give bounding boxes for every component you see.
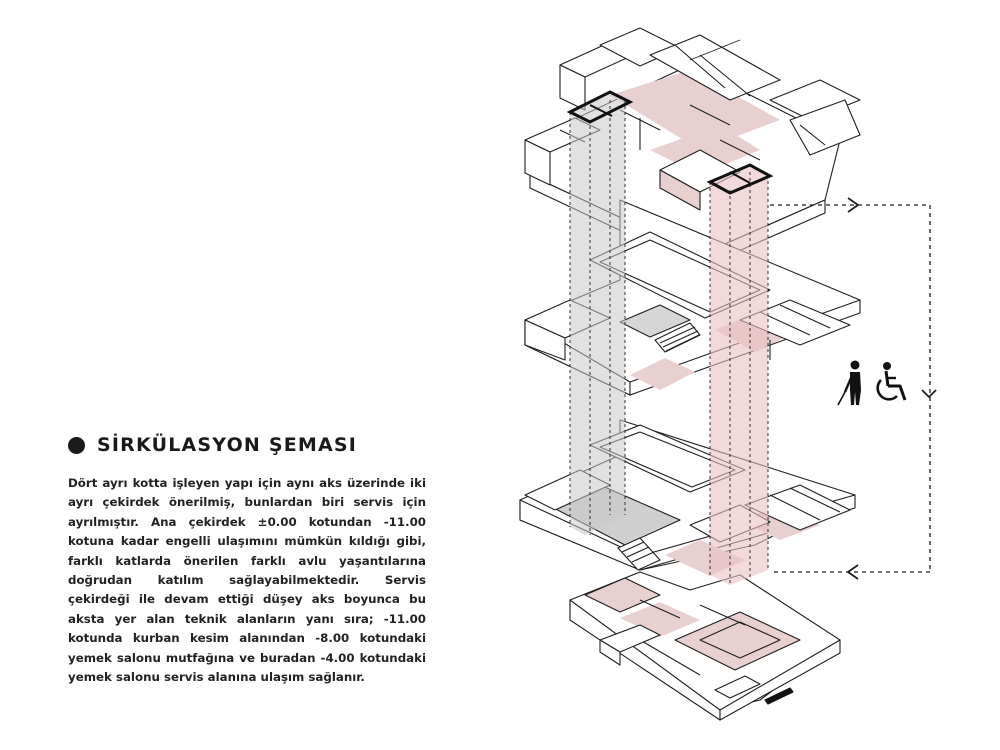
section-heading: [68, 434, 357, 456]
section-title: SİRKÜLASYON ŞEMASI: [97, 434, 358, 456]
bullet-icon: [68, 437, 85, 454]
service-core: [710, 165, 770, 585]
floor-4-plan: [570, 572, 840, 720]
wheelchair-icon: [878, 362, 905, 400]
chevron-down-icon: [922, 390, 936, 397]
main-core: [570, 92, 630, 535]
description-text: Dört ayrı kotta işleyen yapı için aynı aks üzerinde iki ayrı çekirdek önerilmiş, bunlardan biri servis için ayrılmıştır. Ana çekirdek ±0.00 kotundan -11.00 kotuna kadar engelli ulaşımını mümkün kıldığı gibi, farklı katlarda önerilen farklı avlu yaşantılarına doğrudan katılım sağlayabilmektedir. Servis çekirdeği ile devam ettiği düşey aks boyunca bu aksta yer alan teknik alanların yanı sıra; -11.00 kotunda kurban kesim alanından -8.00 kotundaki yemek salonu mutfağına ve buradan -4.00 kotundaki yemek salonu servis alanına ulaşım sağlanır.: [68, 476, 426, 685]
blind-person-icon: [838, 361, 861, 406]
